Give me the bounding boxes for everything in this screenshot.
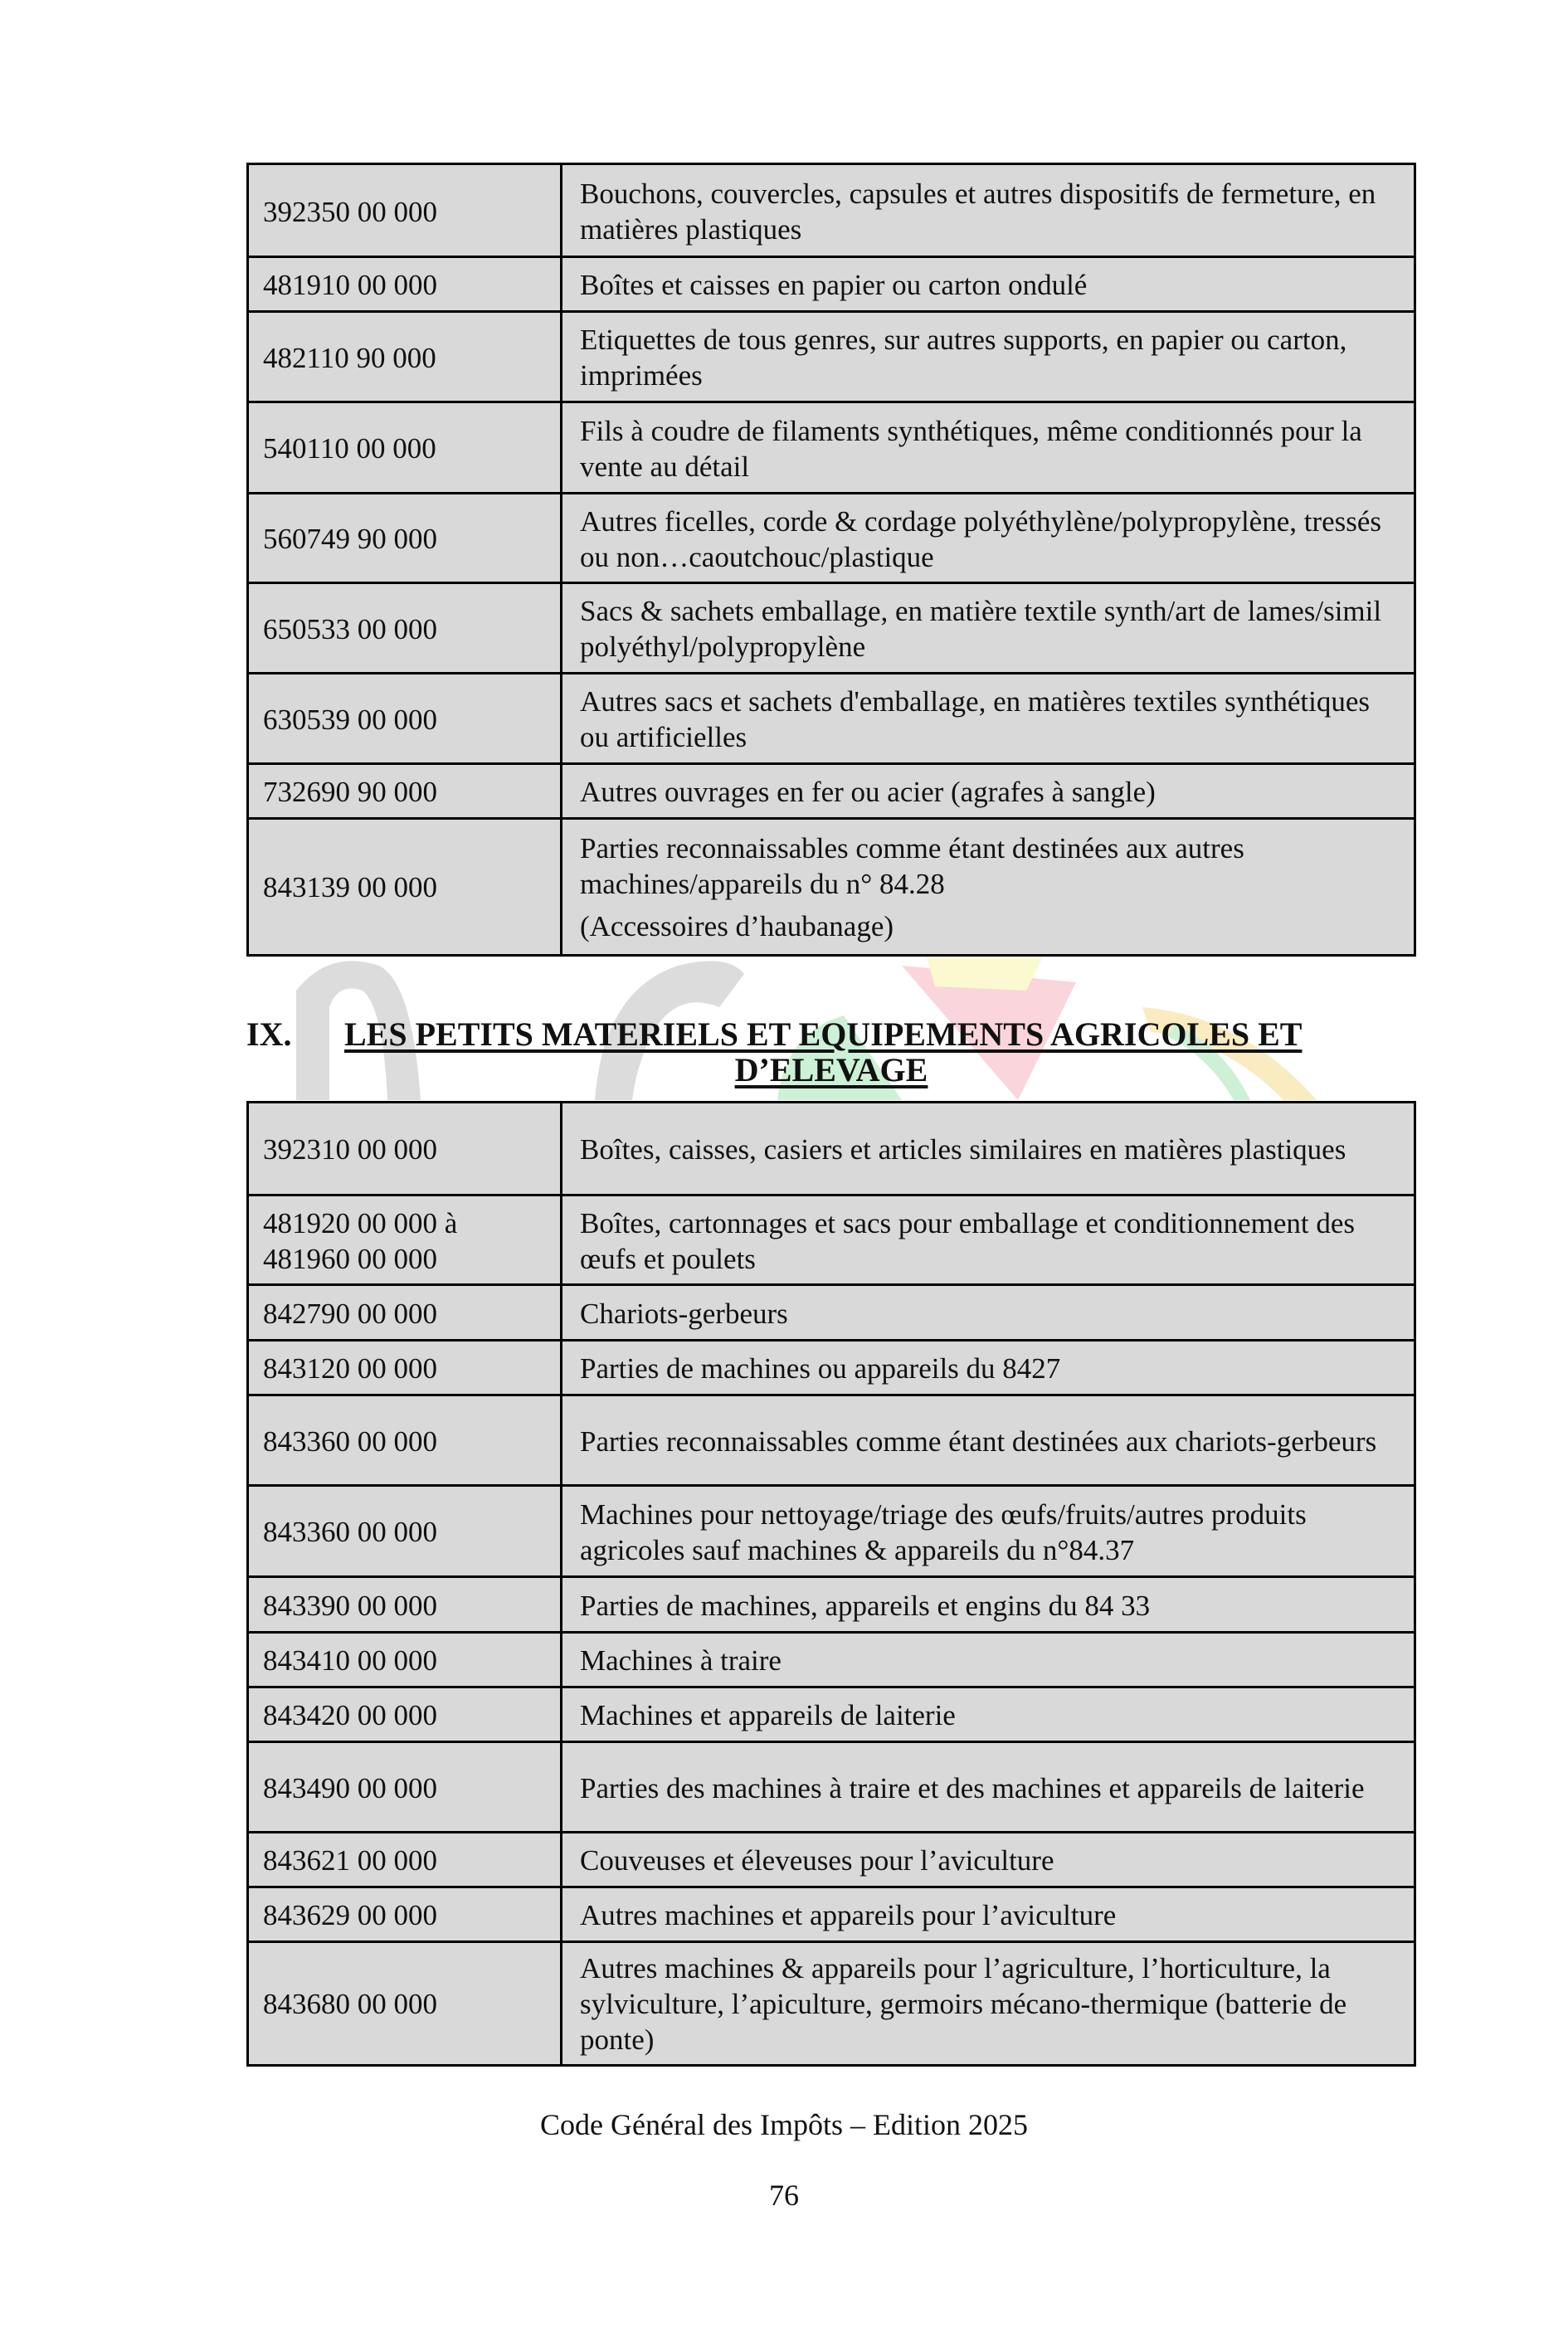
tariff-code: 630539 00 000 <box>249 674 562 764</box>
description-text: Parties reconnaissables comme étant destinées aux autres machines/appareils du n° 84.28 <box>580 831 1244 900</box>
description-text: Parties des machines à traire et des machines et appareils de laiterie <box>580 1771 1365 1804</box>
table-row <box>249 1886 1414 1942</box>
tariff-code: 843390 00 000 <box>249 1578 562 1633</box>
tariff-code: 560749 90 000 <box>249 494 562 583</box>
tariff-table-1 <box>246 163 1416 957</box>
tariff-description <box>562 1743 1414 1833</box>
tariff-description <box>562 1833 1414 1887</box>
tariff-description <box>562 494 1414 583</box>
table-row <box>249 401 1414 494</box>
document-footer-title: Code Général des Impôts – Edition 2025 <box>540 2108 1028 2141</box>
tariff-description <box>562 313 1414 402</box>
tariff-code: 481910 00 000 <box>249 258 562 312</box>
tariff-code: 843680 00 000 <box>249 1943 562 2064</box>
tariff-code: 843410 00 000 <box>249 1634 562 1687</box>
table-row <box>249 1941 1414 2064</box>
description-text: Autres machines et appareils pour l’aviculture <box>580 1899 1117 1931</box>
tariff-code: 843490 00 000 <box>249 1743 562 1833</box>
table-row <box>249 1741 1414 1833</box>
description-note: (Accessoires d’haubanage) <box>580 909 894 942</box>
tariff-description <box>562 1286 1414 1341</box>
description-text: Autres ficelles, corde & cordage polyéthylène/polypropylène, tressés ou non…caoutchouc/plastique <box>580 504 1382 573</box>
tariff-code: 843120 00 000 <box>249 1342 562 1395</box>
table-row <box>249 762 1414 819</box>
description-text: Etiquettes de tous genres, sur autres supports, en papier ou carton, imprimées <box>580 324 1347 392</box>
description-text: Chariots-gerbeurs <box>580 1297 788 1330</box>
tariff-code: 540110 00 000 <box>249 403 562 494</box>
tariff-code: 392310 00 000 <box>249 1103 562 1195</box>
table-row <box>249 165 1414 258</box>
description-text: Sacs & sachets emballage, en matière textile synth/art de lames/simil polyéthyl/polypropylène <box>580 595 1382 663</box>
tariff-code: 843420 00 000 <box>249 1688 562 1742</box>
table-row <box>249 1339 1414 1395</box>
tariff-code: 842790 00 000 <box>249 1286 562 1341</box>
description-text: Boîtes, caisses, casiers et articles similaires en matières plastiques <box>580 1133 1346 1166</box>
description-text: Parties de machines ou appareils du 8427 <box>580 1352 1061 1385</box>
tariff-code: 481920 00 000 à 481960 00 000 <box>249 1196 562 1285</box>
tariff-description <box>562 258 1414 312</box>
section-title-line-1: LES PETITS MATERIELS ET EQUIPEMENTS AGRICOLES ET <box>344 1015 1303 1053</box>
table-row <box>249 492 1414 583</box>
description-text: Autres sacs et sachets d'emballage, en matières textiles synthétiques ou artificielles <box>580 685 1370 753</box>
tariff-table-2 <box>246 1101 1416 2067</box>
tariff-description <box>562 1888 1414 1942</box>
tariff-code: 482110 90 000 <box>249 313 562 402</box>
description-text: Bouchons, couvercles, capsules et autres dispositifs de fermeture, en matières plastiques <box>580 178 1376 246</box>
section-title-line-2 <box>246 1052 1416 1088</box>
table-row <box>249 1831 1414 1887</box>
tariff-description <box>562 820 1414 954</box>
description-text: Machines et appareils de laiterie <box>580 1699 956 1731</box>
tariff-description <box>562 1943 1414 2064</box>
tariff-description <box>562 1103 1414 1195</box>
table-row <box>249 1283 1414 1341</box>
tariff-code: 843629 00 000 <box>249 1888 562 1942</box>
tariff-description <box>562 1396 1414 1486</box>
tariff-description <box>562 674 1414 764</box>
table-row <box>249 1484 1414 1577</box>
description-text: Autres machines & appareils pour l’agriculture, l’horticulture, la sylviculture, l’apiculture, germoirs mécano-thermique (batterie de ponte) <box>580 1951 1347 2056</box>
table-row <box>249 817 1414 954</box>
tariff-description <box>562 584 1414 674</box>
page-number: 76 <box>769 2179 799 2212</box>
description-text: Autres ouvrages en fer ou acier (agrafes à sangle) <box>580 776 1156 808</box>
tariff-code: 843360 00 000 <box>249 1396 562 1486</box>
table-row <box>249 1103 1414 1195</box>
tariff-code: 392350 00 000 <box>249 165 562 258</box>
description-text: Couveuses et éleveuses pour l’aviculture <box>580 1844 1054 1877</box>
tariff-description <box>562 1196 1414 1285</box>
tariff-code: 843139 00 000 <box>249 820 562 954</box>
tariff-code: 843360 00 000 <box>249 1487 562 1577</box>
tariff-description <box>562 1342 1414 1395</box>
tariff-code: 650533 00 000 <box>249 584 562 674</box>
table-row <box>249 582 1414 674</box>
description-text: Boîtes, cartonnages et sacs pour emballage et conditionnement des œufs et poulets <box>580 1206 1356 1275</box>
description-text: Machines à traire <box>580 1644 782 1677</box>
tariff-description <box>562 1578 1414 1633</box>
section-number: IX. <box>246 1015 292 1053</box>
table-row <box>249 310 1414 402</box>
description-text: Parties de machines, appareils et engins du 84 33 <box>580 1589 1151 1622</box>
tariff-description <box>562 1688 1414 1742</box>
tariff-description <box>562 403 1414 494</box>
section-heading <box>246 1016 1416 1091</box>
table-row <box>249 1394 1414 1486</box>
description-text: Parties reconnaissables comme étant destinées aux chariots-gerbeurs <box>580 1424 1377 1458</box>
tariff-code: 732690 90 000 <box>249 765 562 819</box>
table-row <box>249 1575 1414 1633</box>
description-text: Fils à coudre de filaments synthétiques, même conditionnés pour la vente au détail <box>580 414 1362 483</box>
table-row <box>249 672 1414 764</box>
table-row <box>249 1686 1414 1742</box>
table-row <box>249 1194 1414 1285</box>
tariff-description <box>562 1487 1414 1577</box>
table-row <box>249 256 1414 312</box>
tariff-code: 843621 00 000 <box>249 1833 562 1887</box>
description-text: Machines pour nettoyage/triage des œufs/fruits/autres produits agricoles sauf machines & appareils du n°84.37 <box>580 1497 1307 1566</box>
tariff-description <box>562 765 1414 819</box>
description-text: Boîtes et caisses en papier ou carton ondulé <box>580 269 1088 301</box>
tariff-description <box>562 1634 1414 1687</box>
section-title-line-2-text: D’ELEVAGE <box>734 1051 928 1088</box>
tariff-description <box>562 165 1414 258</box>
watermark-yellow-shape <box>927 957 1043 991</box>
table-row <box>249 1631 1414 1687</box>
